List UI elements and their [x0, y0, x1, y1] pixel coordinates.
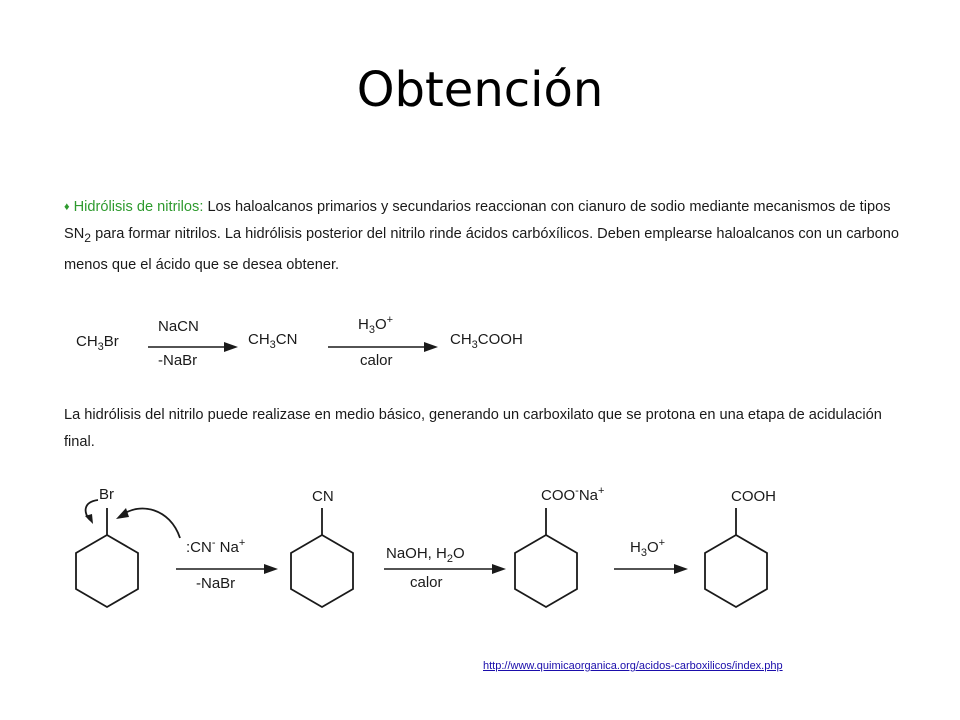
- intro-text-2: para formar nitrilos. La hidrólisis posterior del nitrilo rinde ácidos carbóxílicos. Deben emplearse haloalcanos con un carbono menos que el ácido que se desea obtener.: [64, 226, 899, 273]
- product-cooh-group: COOH: [731, 488, 776, 505]
- intro-text-sub: 2: [84, 230, 92, 245]
- cyclohexane-ring-4: [705, 535, 767, 607]
- explanation-paragraph: La hidrólisis del nitrilo puede realizase en medio básico, generando un carboxilato que se protona en una etapa de acidulación final.: [64, 407, 882, 450]
- reaction-1-step2-condition: calor: [360, 352, 393, 369]
- carboxylate-group: COO-Na+: [541, 485, 605, 504]
- cyclohexane-ring-3: [515, 535, 577, 607]
- reaction-2-step1-byproduct: -NaBr: [196, 575, 236, 592]
- bullet-icon: ♦: [64, 201, 70, 213]
- reaction-1-reactant: $CH_3Br$: [76, 333, 119, 353]
- intro-heading: Hidrólisis de nitrilos:: [73, 199, 204, 215]
- source-link[interactable]: http://www.quimicaorganica.org/acidos-carboxilicos/index.php: [483, 660, 783, 672]
- reaction-2-step3-reagent: $H_3O^+$: [630, 537, 666, 559]
- reaction-1-product: $CH_3COOH$: [450, 331, 523, 351]
- reaction-1-step1-byproduct: -NaBr: [158, 352, 198, 369]
- reaction-1-intermediate: $CH_3CN$: [248, 331, 298, 351]
- reaction-1-step1-reagent: NaCN: [158, 318, 199, 335]
- nucleophile-cyanide: :CN- Na+: [186, 537, 246, 556]
- cyclohexane-ring-2: [291, 535, 353, 607]
- intro-text-1: Los haloalcanos primarios y secundarios reaccionan con cianuro de sodio mediante mecanismos de tipos SN: [64, 199, 891, 242]
- intermediate-cn-group: CN: [312, 488, 334, 505]
- leaving-group-br: Br: [99, 486, 114, 503]
- slide-title: Obtención: [356, 62, 604, 118]
- cyclohexane-ring-1: [76, 535, 138, 607]
- reaction-2-step2-reagent: NaOH, $H_2O$: [386, 545, 465, 565]
- reaction-2-step2-condition: calor: [410, 574, 443, 591]
- reaction-1-step2-reagent: $H_3O^+$: [358, 314, 394, 336]
